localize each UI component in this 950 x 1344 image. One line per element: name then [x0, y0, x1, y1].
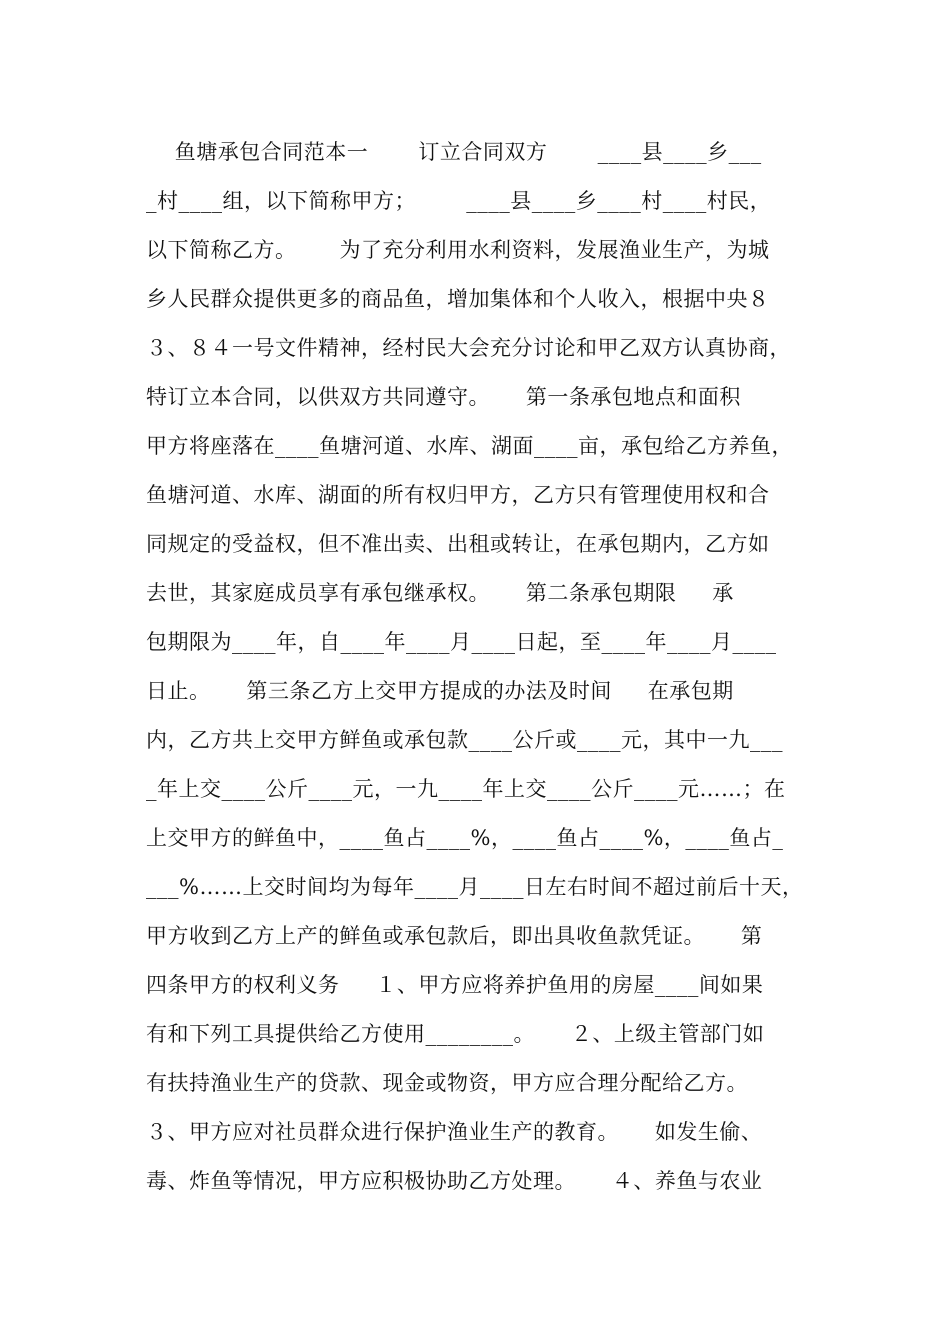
text-line: 有扶持渔业生产的贷款、现金或物资，甲方应合理分配给乙方。 — [146, 1071, 748, 1095]
text-line: _年上交____公斤____元，一九____年上交____公斤____元……；在 — [146, 777, 786, 801]
text-line: 上交甲方的鲜鱼中，____鱼占____%，____鱼占____%，____鱼占_ — [146, 826, 784, 850]
text-line: ３、甲方应对社员群众进行保护渔业生产的教育。 如发生偷、 — [146, 1120, 763, 1144]
text-line: ___%……上交时间均为每年____月____日左右时间不超过前后十天， — [146, 875, 804, 899]
text-line: 甲方将座落在____鱼塘河道、水库、湖面____亩，承包给乙方养鱼， — [146, 434, 793, 458]
text-line: _村____组，以下简称甲方； ____县____乡____村____村民， — [146, 189, 772, 213]
text-line: 同规定的受益权，但不准出卖、出租或转让，在承包期内，乙方如 — [146, 532, 770, 556]
text-line: 去世，其家庭成员享有承包继承权。 第二条承包期限 承 — [146, 581, 734, 605]
text-line: 甲方收到乙方上产的鲜鱼或承包款后，即出具收鱼款凭证。 第 — [146, 924, 763, 948]
contract-text — [146, 132, 806, 1210]
text-line: 以下简称乙方。 为了充分利用水利资料，发展渔业生产，为城 — [146, 238, 770, 262]
text-line: 内，乙方共上交甲方鲜鱼或承包款____公斤或____元，其中一九___ — [146, 728, 783, 752]
text-line: 鱼塘河道、水库、湖面的所有权归甲方，乙方只有管理使用权和合 — [146, 483, 770, 507]
text-line: 乡人民群众提供更多的商品鱼，增加集体和个人收入，根据中央８ — [146, 287, 770, 311]
text-line: 毒、炸鱼等情况，甲方应积极协助乙方处理。 ４、养鱼与农业 — [146, 1169, 763, 1193]
text-line: 鱼塘承包合同范本一 订立合同双方 ____县____乡___ — [146, 140, 762, 164]
text-line: 包期限为____年，自____年____月____日起，至____年____月____ — [146, 630, 777, 654]
text-line: 特订立本合同，以供双方共同遵守。 第一条承包地点和面积 — [146, 385, 741, 409]
text-line: 日止。 第三条乙方上交甲方提成的办法及时间 在承包期 — [146, 679, 734, 703]
text-line: ３、８４一号文件精神，经村民大会充分讨论和甲乙双方认真协商， — [146, 336, 791, 360]
text-line: 有和下列工具提供给乙方使用________。 ２、上级主管部门如 — [146, 1022, 765, 1046]
text-line: 四条甲方的权利义务 １、甲方应将养护鱼用的房屋____间如果 — [146, 973, 764, 997]
